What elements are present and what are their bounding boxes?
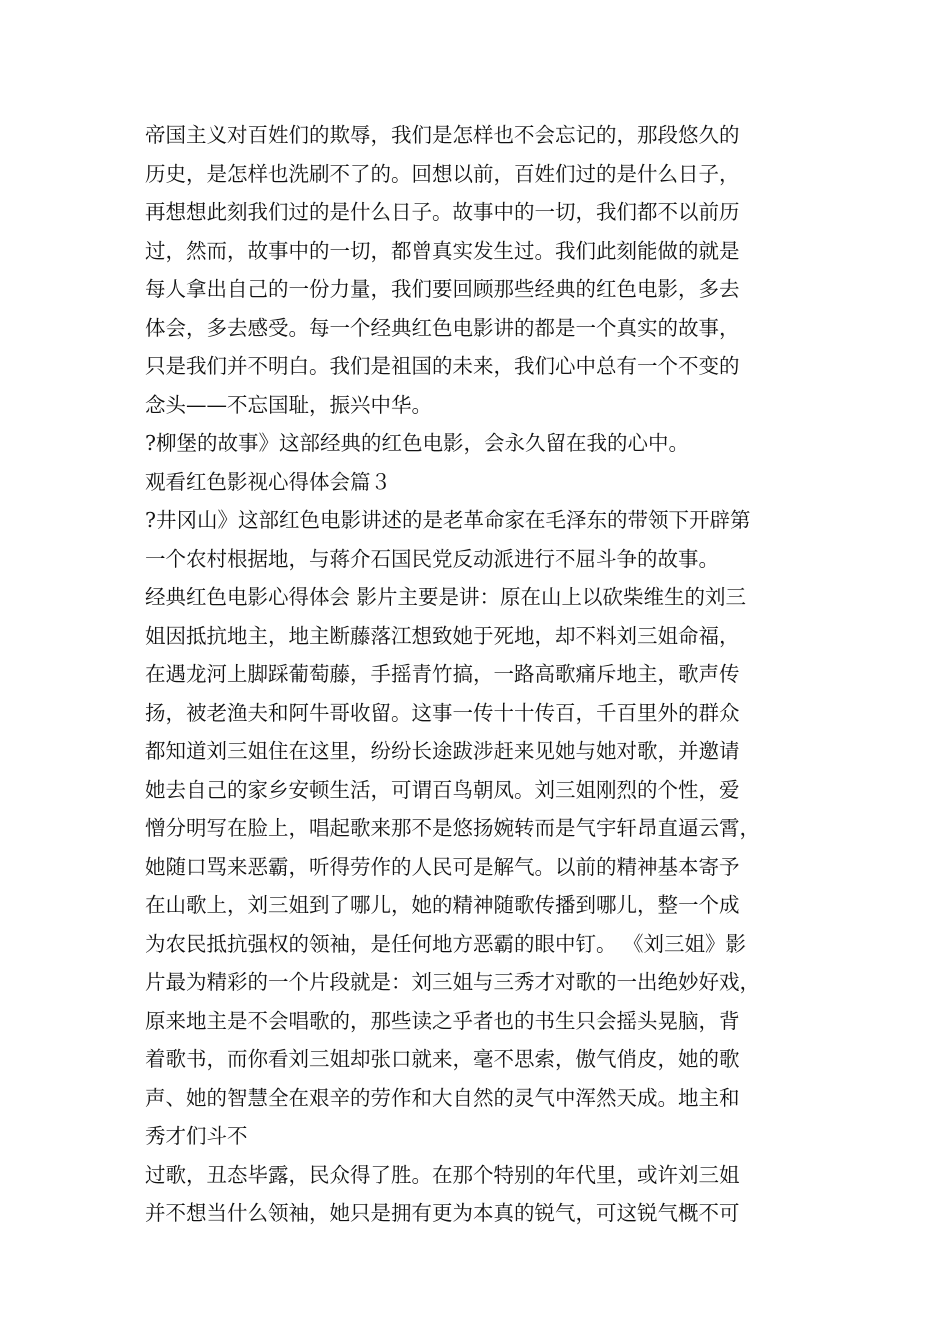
text-line: 着歌书，而你看刘三姐却张口就来，毫不思索，傲气俏皮，她的歌	[145, 1047, 740, 1071]
text-line: 为农民抵抗强权的领袖，是任何地方恶霸的眼中钉。 《刘三姐》影	[145, 931, 747, 956]
text-line: 历史，是怎样也洗刷不了的。回想以前，百姓们过的是什么日子，	[145, 161, 740, 186]
text-line: 在山歌上，刘三姐到了哪儿，她的精神随歌传播到哪儿，整一个成	[145, 893, 740, 917]
section-heading: 观看红色影视心得体会篇３	[145, 469, 391, 494]
text-line: 她去自己的家乡安顿生活，可谓百鸟朝凤。刘三姐刚烈的个性，爱	[145, 777, 740, 802]
text-line: 念头——不忘国耻，振兴中华。	[145, 392, 432, 417]
text-line: 只是我们并不明白。我们是祖国的未来，我们心中总有一个不变的	[145, 354, 740, 378]
body-text	[145, 116, 817, 1233]
text-line: 一个农村根据地，与蒋介石国民党反动派进行不屈斗争的故事。	[145, 546, 719, 571]
text-line: 憎分明写在脸上，唱起歌来那不是悠扬婉转而是气宇轩昂直逼云霄，	[145, 816, 760, 840]
text-line: 原来地主是不会唱歌的，那些读之乎者也的书生只会摇头晃脑，背	[145, 1008, 740, 1033]
text-line: 过歌，丑态毕露，民众得了胜。在那个特别的年代里，或许刘三姐	[145, 1162, 740, 1187]
text-line: 她随口骂来恶霸，听得劳作的人民可是解气。以前的精神基本寄予	[145, 854, 740, 879]
text-line: 都知道刘三姐住在这里，纷纷长途跋涉赶来见她与她对歌，并邀请	[145, 739, 740, 763]
text-line: 经典红色电影心得体会 影片主要是讲：原在山上以砍柴维生的刘三	[145, 585, 747, 609]
text-line: 并不想当什么领袖，她只是拥有更为本真的锐气，可这锐气概不可	[145, 1201, 740, 1225]
text-line: 姐因抵抗地主，地主断藤落江想致她于死地，却不料刘三姐命福，	[145, 623, 740, 648]
text-line: 扬，被老渔夫和阿牛哥收留。这事一传十十传百，千百里外的群众	[145, 700, 740, 725]
text-line: 体会，多去感受。每一个经典红色电影讲的都是一个真实的故事，	[145, 315, 740, 340]
text-line: 片最为精彩的一个片段就是：刘三姐与三秀才对歌的一出绝妙好戏，	[145, 970, 760, 994]
text-line: ?柳堡的故事》这部经典的红色电影，会永久留在我的心中。	[145, 431, 689, 455]
text-line: 再想想此刻我们过的是什么日子。故事中的一切，我们都不以前历	[145, 200, 740, 224]
text-line: ?井冈山》这部红色电影讲述的是老革命家在毛泽东的带领下开辟第	[145, 508, 751, 532]
text-line: 每人拿出自己的一份力量，我们要回顾那些经典的红色电影，多去	[145, 277, 740, 301]
text-line: 秀才们斗不	[145, 1124, 248, 1148]
text-line: 声、她的智慧全在艰辛的劳作和大自然的灵气中浑然天成。地主和	[145, 1085, 740, 1110]
text-line: 过，然而，故事中的一切，都曾真实发生过。我们此刻能做的就是	[145, 238, 740, 263]
text-line: 在遇龙河上脚踩葡萄藤，手摇青竹搞，一路高歌痛斥地主，歌声传	[145, 662, 740, 686]
text-line: 帝国主义对百姓们的欺辱，我们是怎样也不会忘记的，那段悠久的	[145, 123, 740, 147]
